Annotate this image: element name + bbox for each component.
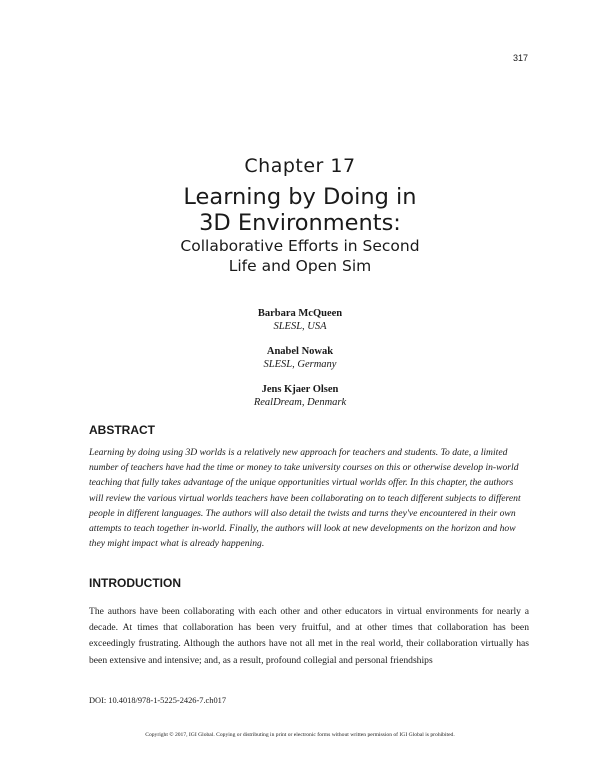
author-entry (0, 307, 600, 345)
author-affiliation: SLESL, USA (273, 321, 327, 332)
chapter-subtitle-line: Life and Open Sim (228, 257, 372, 275)
author-list (0, 307, 600, 421)
chapter-title (0, 184, 600, 236)
introduction-heading: INTRODUCTION (89, 576, 181, 590)
author-affiliation: SLESL, Germany (263, 359, 337, 370)
chapter-label: Chapter 17 (244, 155, 356, 177)
introduction-text: The authors have been collaborating with each other and other educators in virtual environments for nearly a decade. At times that collaboration has been very fruitful, and at other times that collaboration has been exceedingly frustrating. Although the authors have not all met in the real world, their collaboration virtually has been extensive and intensive; and, as a result, profound collegial and personal friendships (89, 606, 529, 666)
author-entry (0, 383, 600, 421)
author-affiliation: RealDream, Denmark (253, 397, 347, 408)
chapter-title-line: 3D Environments: (199, 210, 401, 236)
abstract-heading: ABSTRACT (89, 423, 155, 437)
chapter-title-line: Learning by Doing in (183, 184, 417, 210)
chapter-subtitle (0, 236, 600, 276)
copyright-footer: Copyright © 2017, IGI Global. Copying or distributing in print or electronic forms without written permission of IGI Global is prohibited. (145, 732, 455, 738)
author-entry (0, 345, 600, 383)
abstract-text: Learning by doing using 3D worlds is a relatively new approach for teachers and students. To date, a limited number of teachers have had the time or money to take university courses on this or otherwise develop in-world teaching that fully takes advantage of the unique opportunities virtual worlds offer. In this chapter, the authors will review the various virtual worlds teachers have been collaborating on to teach different subjects to different people in different languages. The authors will also detail the twists and turns they've encountered in their own attempts to teach together in-world. Finally, the authors will look at new developments on the horizon and how they might impact what is already happening. (89, 447, 521, 550)
page-number: 317 (512, 53, 528, 63)
author-name: Anabel Nowak (266, 346, 334, 357)
chapter-subtitle-line: Collaborative Efforts in Second (180, 237, 420, 255)
author-name: Barbara McQueen (257, 308, 343, 319)
doi-line: DOI: 10.4018/978-1-5225-2426-7.ch017 (89, 696, 227, 705)
author-name: Jens Kjaer Olsen (261, 384, 339, 395)
